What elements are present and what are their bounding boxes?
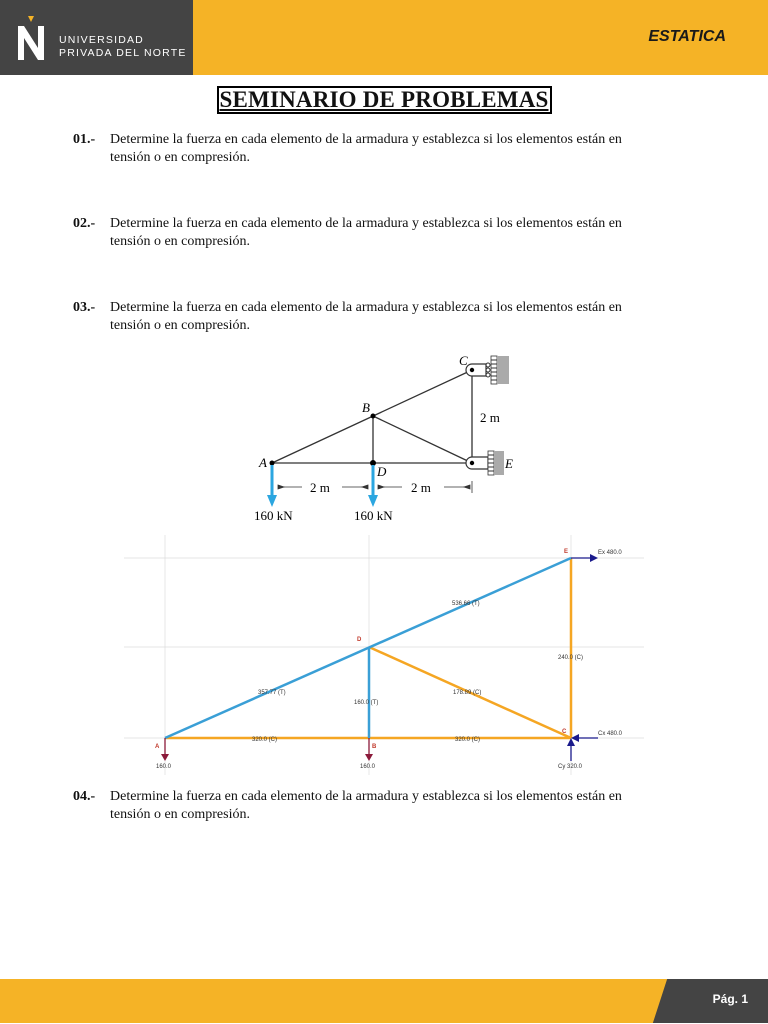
node-label-c: C bbox=[562, 729, 567, 735]
reaction-arrow-cx bbox=[571, 734, 598, 742]
page-footer bbox=[0, 979, 768, 1023]
problem-03 bbox=[73, 299, 694, 335]
page-title: SEMINARIO DE PROBLEMAS bbox=[0, 86, 768, 114]
problem-text: Determine la fuerza en cada elemento de la armadura y establezca si los elementos están en bbox=[110, 216, 622, 231]
upn-logo-icon bbox=[14, 14, 48, 62]
node-label-e: E bbox=[564, 549, 569, 555]
joint-b bbox=[371, 414, 376, 419]
truss-diagram bbox=[250, 345, 525, 525]
joint-a bbox=[270, 461, 275, 466]
load-arrow-a bbox=[161, 738, 169, 761]
problem-number: 04.- bbox=[73, 789, 96, 804]
dimension-line bbox=[278, 481, 472, 493]
university-name-line1: UNIVERSIDAD bbox=[59, 34, 144, 46]
reaction-label-cx: Cx 480.0 bbox=[598, 731, 623, 737]
problem-number: 01.- bbox=[73, 132, 96, 147]
label-load-a: 160 kN bbox=[254, 508, 293, 523]
problem-text: Determine la fuerza en cada elemento de la armadura y establezca si los elementos están en bbox=[110, 132, 622, 147]
problem-text: Determine la fuerza en cada elemento de la armadura y establezca si los elementos están en bbox=[110, 300, 622, 315]
truss-solution-diagram bbox=[124, 535, 644, 775]
force-label-bc: 320.0 (C) bbox=[455, 737, 481, 743]
label-node-e: E bbox=[505, 456, 513, 471]
label-load-d: 160 kN bbox=[354, 508, 393, 523]
force-label-ab: 320.0 (C) bbox=[252, 737, 278, 743]
load-label-a: 160.0 bbox=[156, 764, 172, 770]
problem-01 bbox=[73, 131, 694, 167]
force-label-ec: 240.0 (C) bbox=[558, 655, 584, 661]
problem-number: 02.- bbox=[73, 216, 96, 231]
force-label-db: 160.0 (T) bbox=[354, 700, 379, 706]
label-height: 2 m bbox=[480, 410, 500, 425]
problem-text: Determine la fuerza en cada elemento de la armadura y establezca si los elementos están en bbox=[110, 789, 622, 804]
reaction-label-cy: Cy 320.0 bbox=[558, 764, 583, 770]
problem-text-continuation: tensión o en compresión. bbox=[110, 807, 250, 822]
load-label-b: 160.0 bbox=[360, 764, 376, 770]
label-span-right: 2 m bbox=[411, 480, 431, 495]
node-label-d: D bbox=[357, 637, 362, 643]
page-number-box bbox=[674, 979, 768, 1023]
problem-text-continuation: tensión o en compresión. bbox=[110, 150, 250, 165]
page-number: Pág. 1 bbox=[712, 992, 748, 1006]
reaction-label-ex: Ex 480.0 bbox=[598, 550, 622, 556]
force-label-de: 536.66 (T) bbox=[452, 601, 480, 607]
label-node-c: C bbox=[459, 353, 468, 368]
node-label-a: A bbox=[155, 744, 160, 750]
label-node-b: B bbox=[362, 400, 370, 415]
reaction-arrow-cy bbox=[567, 738, 575, 761]
label-span-left: 2 m bbox=[310, 480, 330, 495]
label-node-d: D bbox=[377, 464, 387, 479]
load-arrow-a bbox=[267, 465, 277, 507]
problem-number: 03.- bbox=[73, 300, 96, 315]
label-node-a: A bbox=[259, 455, 267, 470]
problem-text-continuation: tensión o en compresión. bbox=[110, 318, 250, 333]
course-name: ESTATICA bbox=[648, 28, 726, 45]
problem-text-continuation: tensión o en compresión. bbox=[110, 234, 250, 249]
university-name-line2: PRIVADA DEL NORTE bbox=[59, 47, 187, 59]
problem-02 bbox=[73, 215, 694, 251]
node-label-b: B bbox=[372, 744, 377, 750]
reaction-arrow-ex bbox=[571, 554, 598, 562]
page-header bbox=[0, 0, 768, 75]
force-label-dc: 178.89 (C) bbox=[453, 690, 482, 696]
problem-04 bbox=[73, 788, 694, 824]
force-label-ad: 357.77 (T) bbox=[258, 690, 286, 696]
university-logo bbox=[0, 0, 193, 75]
